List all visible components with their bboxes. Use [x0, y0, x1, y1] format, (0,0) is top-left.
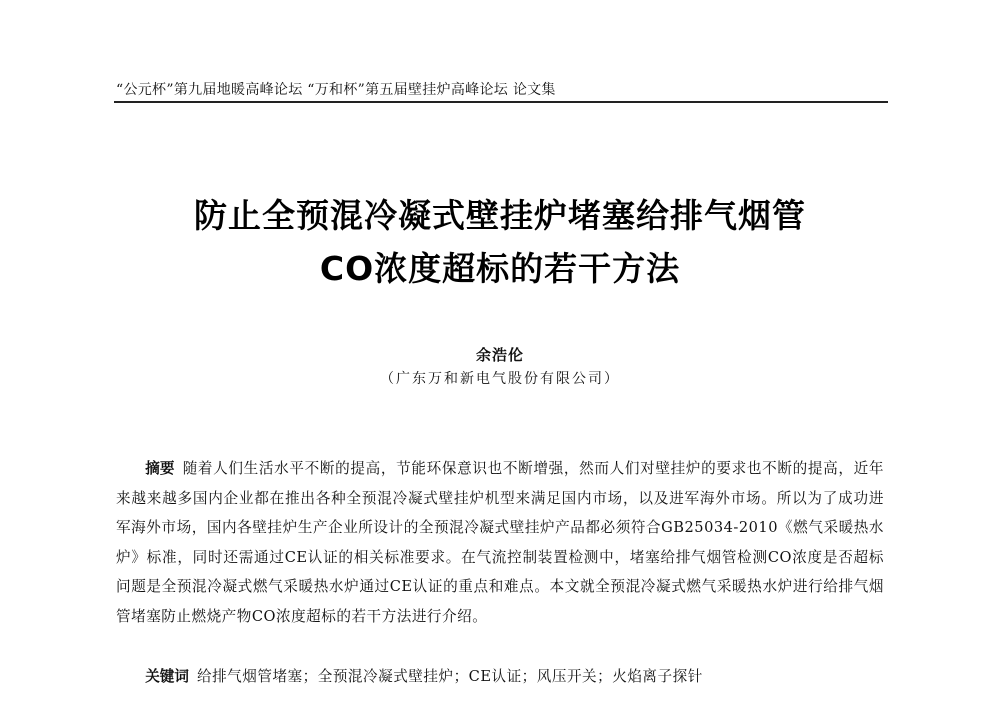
running-header: “公元杯”第九届地暖高峰论坛 “万和杯”第五届壁挂炉高峰论坛 论文集 — [116, 82, 556, 98]
abstract-label: 摘要 — [145, 460, 175, 477]
paper-title-line-1: 防止全预混冷凝式壁挂炉堵塞给排气烟管 — [194, 196, 806, 235]
keywords — [116, 665, 884, 686]
author-affiliation: （广东万和新电气股份有限公司） — [380, 371, 620, 387]
keywords-label: 关键词 — [145, 668, 189, 685]
abstract-text: 随着人们生活水平不断的提高，节能环保意识也不断增强，然而人们对壁挂炉的要求也不断的提高，近年来越来越多国内企业都在推出各种全预混冷凝式壁挂炉机型来满足国内市场，以及进军海外市场。所以为了成功进军海外市场，国内各壁挂炉生产企业所设计的全预混冷凝式壁挂炉产品都必须符合GB25034-2010《燃气采暖热水炉》标准，同时还需通过CE认证的相关标准要求。在气流控制装置检测中，堵塞给排气烟管检测CO浓度是否超标问题是全预混冷凝式燃气采暖热水炉通过CE认证的重点和难点。本文就全预混冷凝式燃气采暖热水炉进行给排气烟管堵塞防止燃烧产物CO浓度超标的若干方法进行介绍。 — [116, 460, 884, 625]
author-name: 余浩伦 — [475, 346, 524, 364]
keywords-text: 给排气烟管堵塞；全预混冷凝式壁挂炉；CE认证；风压开关；火焰离子探针 — [196, 668, 703, 685]
paper-title-line-2: CO浓度超标的若干方法 — [319, 249, 681, 288]
abstract — [116, 454, 884, 632]
header-rule — [114, 101, 888, 103]
